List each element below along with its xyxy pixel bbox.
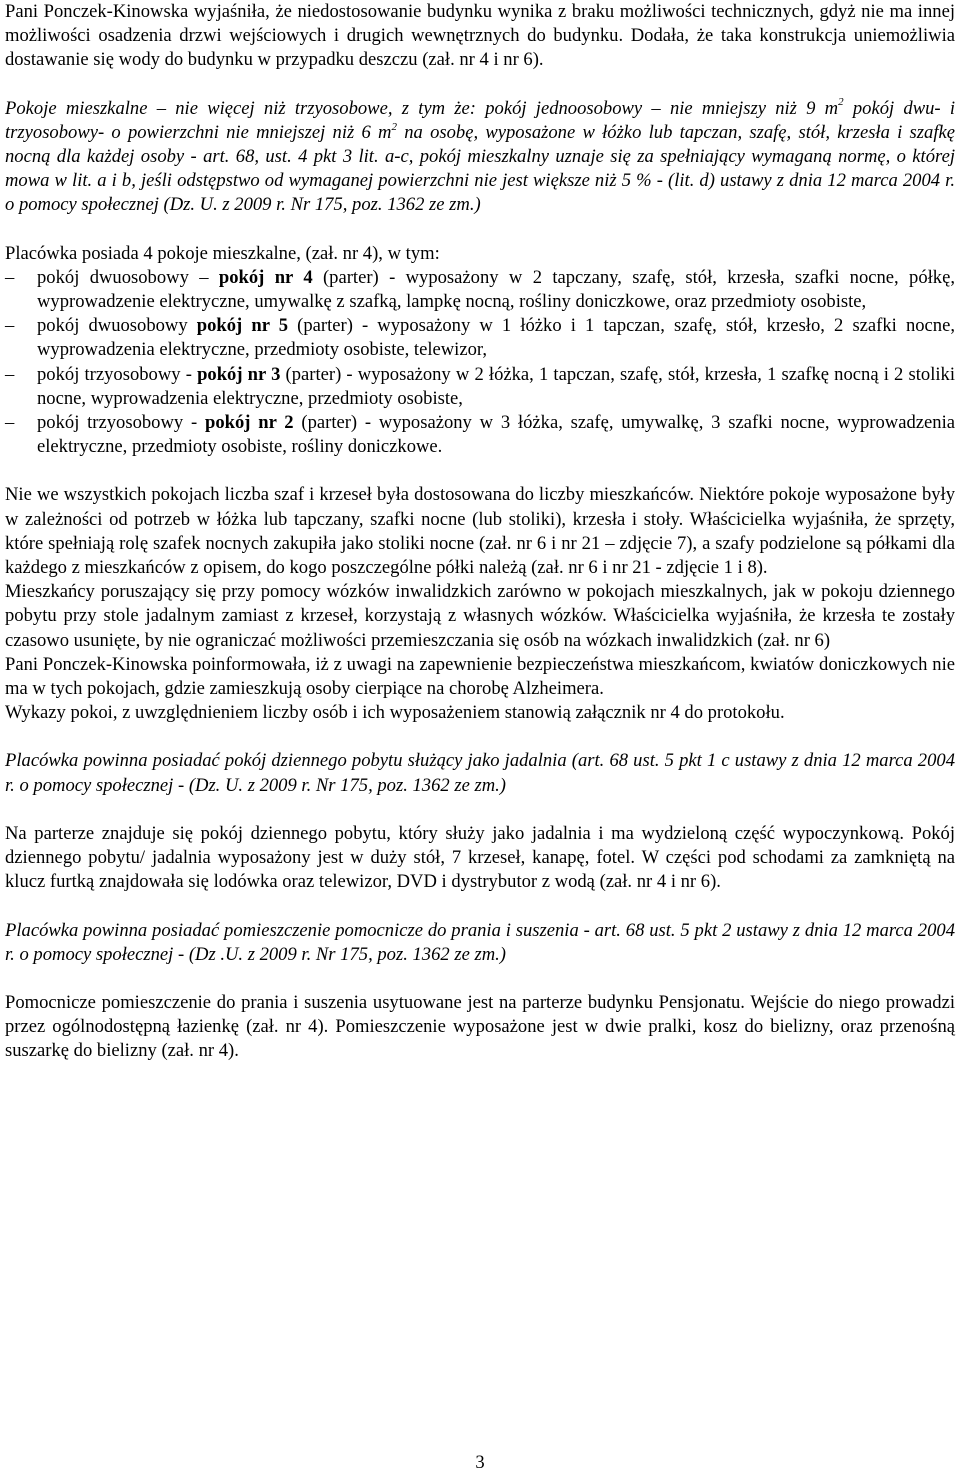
paragraph-rooms-intro: Placówka posiada 4 pokoje mieszkalne, (zał. nr 4), w tym: bbox=[5, 242, 440, 264]
list-dash: – bbox=[5, 412, 15, 434]
list-item bbox=[5, 411, 955, 459]
room-number: pokój nr 5 bbox=[196, 315, 289, 337]
room-type: pokój dwuosobowy bbox=[37, 315, 197, 337]
requirement-rooms-part-a: Pokoje mieszkalne – nie więcej niż trzyosobowe, z tym że: pokój jednoosobowy – nie mniejszy niż 9 m bbox=[5, 97, 839, 119]
room-description: (parter) - wyposażony w 2 tapczany, szafę, stół, krzesła, szafki nocne, półkę, wyprowadzenie elektryczne, umywalkę z szafką, lampkę nocną, rośliny doniczkowe, oraz przedmioty osobiste, bbox=[37, 266, 956, 313]
requirement-rooms-part-b: pokój dwu- i trzyosobowy- o powierzchni nie mniejszej niż 6 m bbox=[5, 97, 956, 143]
room-number: pokój nr 3 bbox=[197, 363, 281, 385]
room-description: (parter) - wyposażony w 2 łóżka, 1 tapczan, szafę, stół, krzesła, 1 szafkę nocną i 2 stoliki nocne, wyprowadzenia elektryczne, przedmioty osobiste, bbox=[37, 363, 955, 409]
list-item bbox=[5, 314, 955, 362]
rooms-list bbox=[5, 266, 955, 460]
list-item bbox=[5, 266, 955, 314]
paragraph-attachment: Wykazy pokoi, z uwzględnieniem liczby osób i ich wyposażeniem stanowią załącznik nr 4 do protokołu. bbox=[5, 702, 785, 724]
paragraph-safety: Pani Ponczek-Kinowska poinformowała, iż z uwagi na zapewnienie bezpieczeństwa mieszkańcom, kwiatów doniczkowych nie ma w tych pokojach, gdzie zamieszkują osoby cierpiące na chorobę Alzheimera. bbox=[5, 653, 955, 700]
room-type: pokój trzyosobowy - bbox=[37, 412, 205, 434]
paragraph-laundry: Pomocnicze pomieszczenie do prania i suszenia usytuowane jest na parterze budynku Pensjonatu. Wejście do niego prowadzi przez ogólnodostępną łazienkę (zał. nr 4). Pomieszczenie wyposażone jest w dwie pralki, kosz do bielizny, oraz przenośną suszarkę do bielizny (zał. nr 4). bbox=[5, 991, 955, 1062]
room-type: pokój dwuosobowy – bbox=[37, 266, 219, 288]
list-dash: – bbox=[5, 363, 15, 385]
requirement-laundry: Placówka powinna posiadać pomieszczenie pomocnicze do prania i suszenia - art. 68 ust. 5 pkt 2 ustawy z dnia 12 marca 2004 r. o pomocy społecznej - (Dz .U. z 2009 r. Nr 175, poz. 1362 ze zm.) bbox=[5, 919, 955, 965]
requirement-rooms-part-c: na osobę, wyposażone w łóżko lub tapczan, szafę, stół, krzesła i szafkę nocną dla każdej osoby - art. 68, ust. 4 pkt 3 lit. a-c, pokój mieszkalny uznaje się za spełniający wymaganą normę, o której mowa w lit. a i b, jeśli odstępstwo od wymaganej powierzchni nie jest większe niż 5 % - (lit. d) ustawy z dnia 12 marca 2004 r. o pomocy społecznej (Dz. U. z 2009 r. Nr 175, poz. 1362 ze zm.) bbox=[5, 121, 956, 216]
room-description: (parter) - wyposażony w 1 łóżko i 1 tapczan, szafę, stół, krzesło, 2 szafki nocne, wyprowadzenia elektryczne, przedmioty osobiste, telewizor, bbox=[37, 315, 955, 361]
room-number: pokój nr 4 bbox=[218, 266, 313, 288]
superscript-2: 2 bbox=[838, 96, 844, 109]
paragraph-furniture: Nie we wszystkich pokojach liczba szaf i krzeseł była dostosowana do liczby mieszkańców. Niektóre pokoje wyposażone były w zależności od potrzeb w łóżka lub tapczany, szafki nocne (lub stoliki), krzesła i stoły. Właścicielka wyjaśniła, że sprzęty, które spełniają rolę szafek nocnych zakupiła jako stoliki nocne (zał. nr 6 i nr 21 – zdjęcie 7), a szafy podzielone są półkami dla każdego z mieszkańców z opisem, do kogo poszczególne półki należą (zał. nr 6 i nr 21 - zdjęcie 1 i 8). bbox=[5, 484, 955, 579]
requirement-rooms bbox=[5, 97, 955, 218]
list-dash: – bbox=[5, 315, 15, 337]
paragraph-dayroom: Na parterze znajduje się pokój dziennego pobytu, który służy jako jadalnia i ma wydzieloną część wypoczynkową. Pokój dziennego pobytu/ jadalnia wyposażony jest w duży stół, 7 krzeseł, kanapę, fotel. W części pod schodami za zamkniętą na klucz furtką znajdowała się lodówka oraz telewizor, DVD i dystrybutor z wodą (zał. nr 4 i nr 6). bbox=[5, 822, 955, 893]
room-description: (parter) - wyposażony w 3 łóżka, szafę, umywalkę, 3 szafki nocne, wyprowadzenia elektryczne, przedmioty osobiste, rośliny doniczkowe. bbox=[37, 412, 955, 458]
paragraph-wheelchairs: Mieszkańcy poruszający się przy pomocy wózków inwalidzkich zarówno w pokojach mieszkalnych, jak w pokoju dziennego pobytu przy stole jadalnym zamiast z krzeseł, korzystają z własnych wózków. Właścicielka wyjaśniła, że krzesła te zostały czasowo usunięte, by nie ograniczać możliwości przemieszczania się osób na wózkach inwalidzkich (zał. nr 6) bbox=[5, 581, 955, 651]
room-number: pokój nr 2 bbox=[204, 412, 294, 434]
room-type: pokój trzyosobowy - bbox=[37, 363, 198, 385]
requirement-dayroom: Placówka powinna posiadać pokój dziennego pobytu służący jako jadalnia (art. 68 ust. 5 pkt 1 c ustawy z dnia 12 marca 2004 r. o pomocy społecznej - (Dz. U. z 2009 r. Nr 175, poz. 1362 ze zm.) bbox=[5, 750, 955, 796]
page-number: 3 bbox=[475, 1452, 485, 1473]
list-item bbox=[5, 363, 955, 411]
list-dash: – bbox=[5, 266, 15, 288]
paragraph-explanation: Pani Ponczek-Kinowska wyjaśniła, że niedostosowanie budynku wynika z braku możliwości technicznych, gdyż nie ma innej możliwości osadzenia drzwi wejściowych i drugich wewnętrznych do budynku. Dodała, że taka konstrukcja uniemożliwia dostawanie się wody do budynku w przypadku deszczu (zał. nr 4 i nr 6). bbox=[5, 1, 955, 71]
superscript-2: 2 bbox=[391, 120, 397, 133]
